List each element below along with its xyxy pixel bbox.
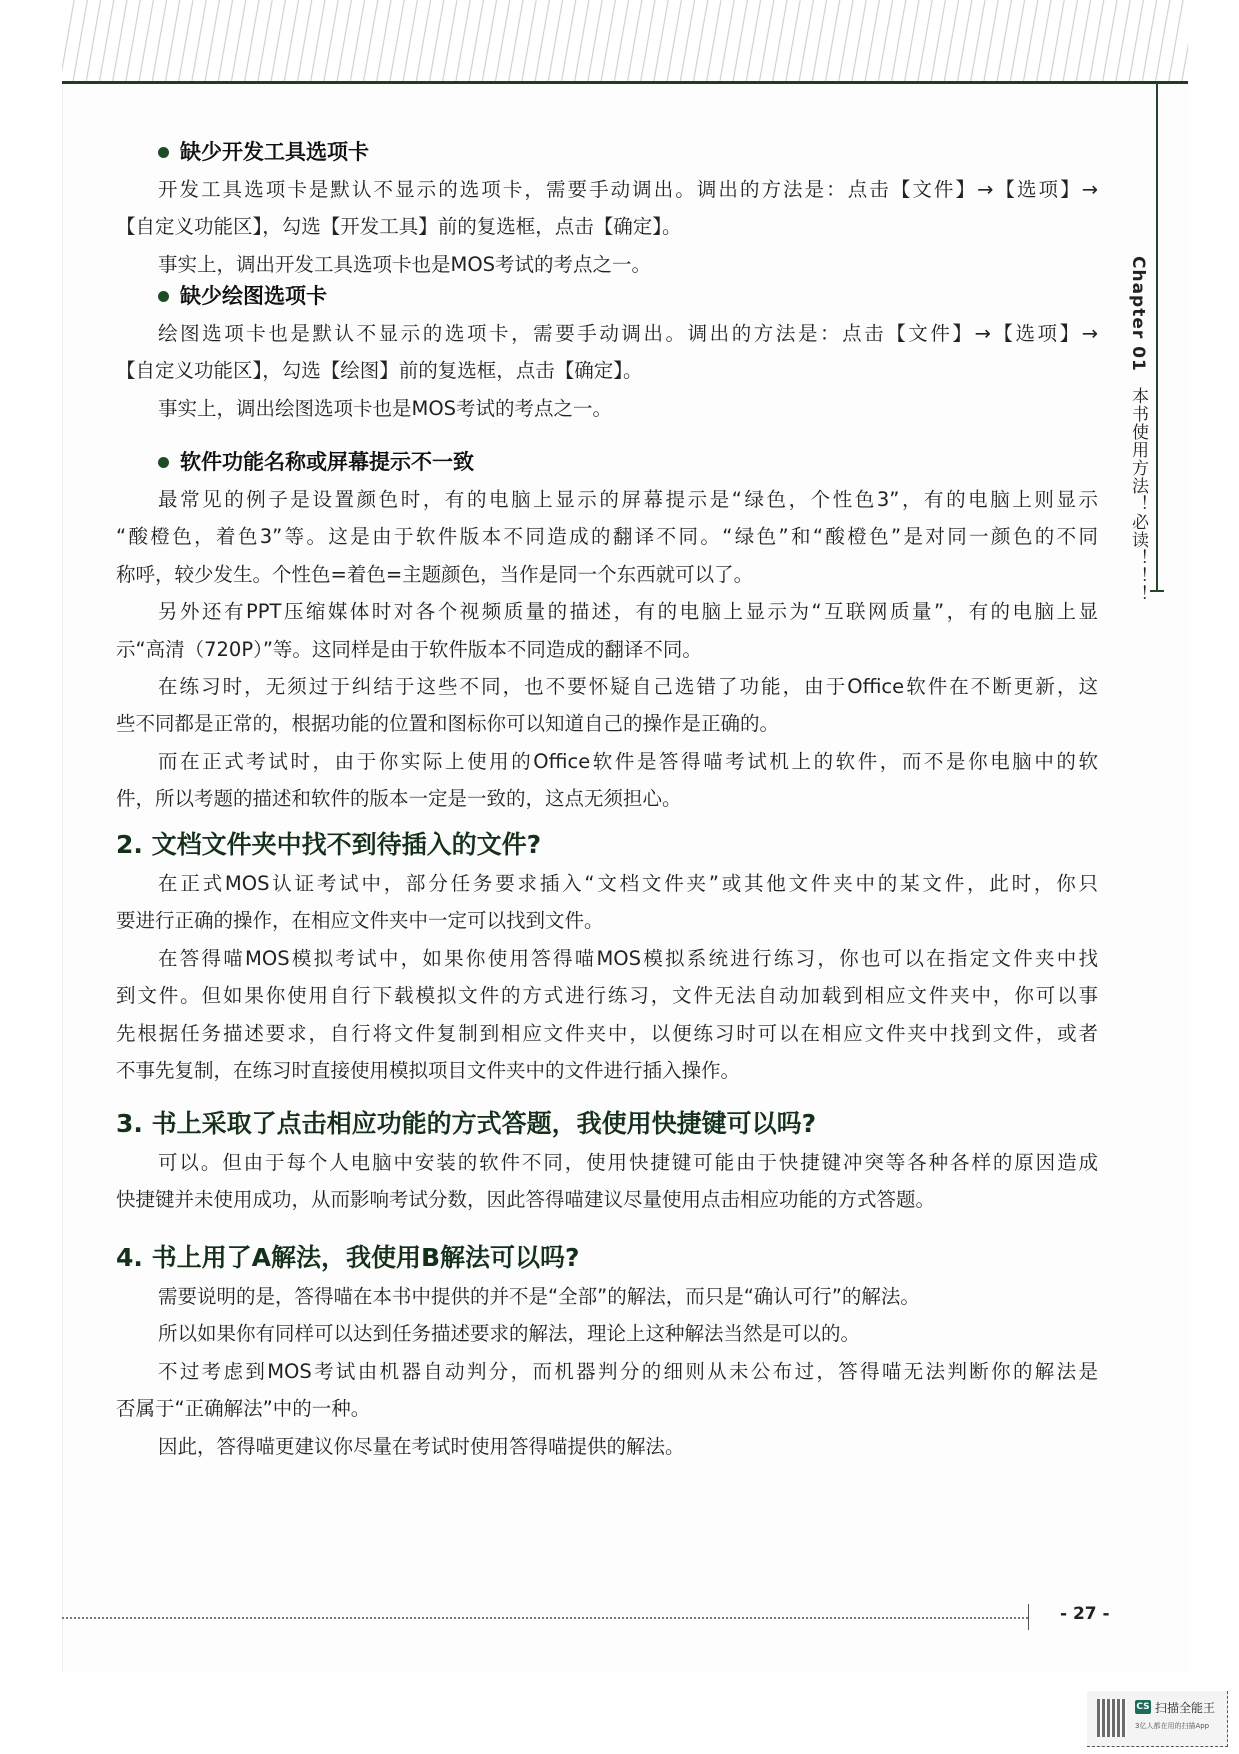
watermark-tagline: 3亿人都在用的扫描App	[1135, 1722, 1210, 1730]
watermark-name: 扫描全能王	[1155, 1701, 1216, 1715]
footer-rule	[62, 1617, 1028, 1619]
paragraph	[116, 593, 1098, 668]
paragraph-line: 在练习时，无须过于纠结于这些不同，也不要怀疑自己选错了功能，由于Office软件在不断更新，这	[158, 674, 1098, 698]
paragraph-line: 【自定义功能区】，勾选【开发工具】前的复选框，点击【确定】。	[116, 215, 682, 239]
scanner-watermark	[1087, 1691, 1228, 1747]
paragraph	[116, 668, 1098, 743]
bullet-icon	[158, 147, 169, 158]
paragraph	[116, 481, 1098, 593]
paragraph-line: 快捷键并未使用成功，从而影响考试分数，因此答得喵建议尽量使用点击相应功能的方式答题。	[116, 1188, 936, 1212]
chapter-side-tab	[1126, 256, 1151, 603]
paragraph-line: 件，所以考题的描述和软件的版本一定是一致的，这点无须担心。	[116, 787, 682, 811]
paragraph-line: 【自定义功能区】，勾选【绘图】前的复选框，点击【确定】。	[116, 359, 643, 383]
paragraph-line: 称呼，较少发生。个性色=着色=主题颜色，当作是同一个东西就可以了。	[116, 562, 754, 586]
paragraph-line: 不事先复制，在练习时直接使用模拟项目文件夹中的文件进行插入操作。	[116, 1058, 741, 1082]
bullet-icon	[158, 291, 169, 302]
paragraph-line: 些不同都是正常的，根据功能的位置和图标你可以知道自己的操作是正确的。	[116, 712, 780, 736]
paragraph-line: 在答得喵MOS模拟考试中，如果你使用答得喵MOS模拟系统进行练习，你也可以在指定文件夹中找	[158, 946, 1098, 970]
section	[116, 443, 1098, 818]
paragraph-line: 先根据任务描述要求，自行将文件复制到相应文件夹中，以便练习时可以在相应文件夹中找到文件，或者	[116, 1021, 1098, 1045]
paragraph-line: 可以。但由于每个人电脑中安装的软件不同，使用快捷键可能由于快捷键冲突等各种各样的原因造成	[158, 1151, 1098, 1174]
qr-code-icon	[1097, 1699, 1127, 1737]
paragraph	[116, 1315, 1098, 1352]
paragraph-line: 需要说明的是，答得喵在本书中提供的并不是“全部”的解法，而只是“确认可行”的解法。	[158, 1285, 920, 1308]
section-heading: 2. 文档文件夹中找不到待插入的文件?	[116, 830, 542, 859]
paragraph	[116, 315, 1098, 390]
header-rule	[62, 81, 1188, 84]
paragraph	[116, 171, 1098, 246]
paragraph	[116, 390, 1098, 427]
bullet-heading-text: 缺少开发工具选项卡	[180, 140, 369, 164]
paragraph	[116, 1428, 1098, 1465]
section	[116, 1104, 1098, 1219]
paragraph-line: 在正式MOS认证考试中，部分任务要求插入“文档文件夹”或其他文件夹中的某文件，此时，你只	[158, 872, 1098, 895]
paragraph-line: 绘图选项卡也是默认不显示的选项卡，需要手动调出。调出的方法是：点击【文件】→【选项】→	[158, 322, 1098, 345]
paragraph-line: 开发工具选项卡是默认不显示的选项卡，需要手动调出。调出的方法是：点击【文件】→【选项】→	[158, 178, 1098, 201]
paragraph-line: 否属于“正确解法”中的一种。	[116, 1397, 371, 1421]
paragraph-line: 示“高清（720P）”等。这同样是由于软件版本不同造成的翻译不同。	[116, 637, 702, 661]
side-rule-end	[1150, 590, 1164, 592]
paragraph-line: 另外还有PPT压缩媒体时对各个视频质量的描述，有的电脑上显示为“互联网质量”，有的电脑上显	[158, 600, 1098, 624]
paragraph-line: 所以如果你有同样可以达到任务描述要求的解法，理论上这种解法当然是可以的。	[158, 1322, 861, 1346]
side-rule	[1156, 82, 1158, 592]
paragraph-line: “酸橙色，着色3”等。这是由于软件版本不同造成的翻译不同。“绿色”和“酸橙色”是对同一颜色的不同	[116, 525, 1098, 549]
section-heading: 4. 书上用了A解法，我使用B解法可以吗?	[116, 1243, 580, 1272]
paragraph-line: 而在正式考试时，由于你实际上使用的Office软件是答得喵考试机上的软件，而不是你电脑中的软	[158, 749, 1098, 773]
paragraph	[116, 743, 1098, 818]
section	[116, 277, 1098, 427]
paragraph	[116, 865, 1098, 940]
paragraph	[116, 940, 1098, 1090]
paragraph-line: 事实上，调出绘图选项卡也是MOS考试的考点之一。	[158, 396, 613, 420]
section	[116, 825, 1098, 1089]
bullet-heading	[116, 443, 1098, 481]
paragraph-line: 不过考虑到MOS考试由机器自动判分，而机器判分的细则从未公布过，答得喵无法判断你的解法是	[158, 1359, 1098, 1383]
section-heading: 3. 书上采取了点击相应功能的方式答题，我使用快捷键可以吗?	[116, 1109, 817, 1138]
bullet-heading-text: 缺少绘图选项卡	[180, 284, 327, 308]
bullet-icon	[158, 457, 169, 468]
paragraph-line: 要进行正确的操作，在相应文件夹中一定可以找到文件。	[116, 909, 604, 933]
paragraph-line: 最常见的例子是设置颜色时，有的电脑上显示的屏幕提示是“绿色，个性色3”，有的电脑上则显示	[158, 488, 1098, 511]
paragraph-line: 事实上，调出开发工具选项卡也是MOS考试的考点之一。	[158, 252, 652, 276]
header-hatch-band	[62, 0, 1188, 82]
section	[116, 133, 1098, 283]
footer-divider	[1028, 1604, 1029, 1630]
page-number: - 27 -	[1060, 1604, 1110, 1624]
section	[116, 1238, 1098, 1465]
bullet-heading	[116, 133, 1098, 171]
paragraph-line: 因此，答得喵更建议你尽量在考试时使用答得喵提供的解法。	[158, 1434, 685, 1458]
paragraph	[116, 1144, 1098, 1219]
bullet-heading	[116, 277, 1098, 315]
bullet-heading-text: 软件功能名称或屏幕提示不一致	[180, 450, 474, 474]
paragraph	[116, 1353, 1098, 1428]
chapter-number: Chapter 01	[1128, 256, 1148, 372]
chapter-title: 本书使用方法！必读！！！	[1128, 386, 1148, 603]
camscanner-logo-icon: CS	[1136, 1702, 1150, 1712]
paragraph-line: 到文件。但如果你使用自行下载模拟文件的方式进行练习，文件无法自动加载到相应文件夹中，你可以事	[116, 984, 1098, 1008]
paragraph	[116, 1278, 1098, 1315]
